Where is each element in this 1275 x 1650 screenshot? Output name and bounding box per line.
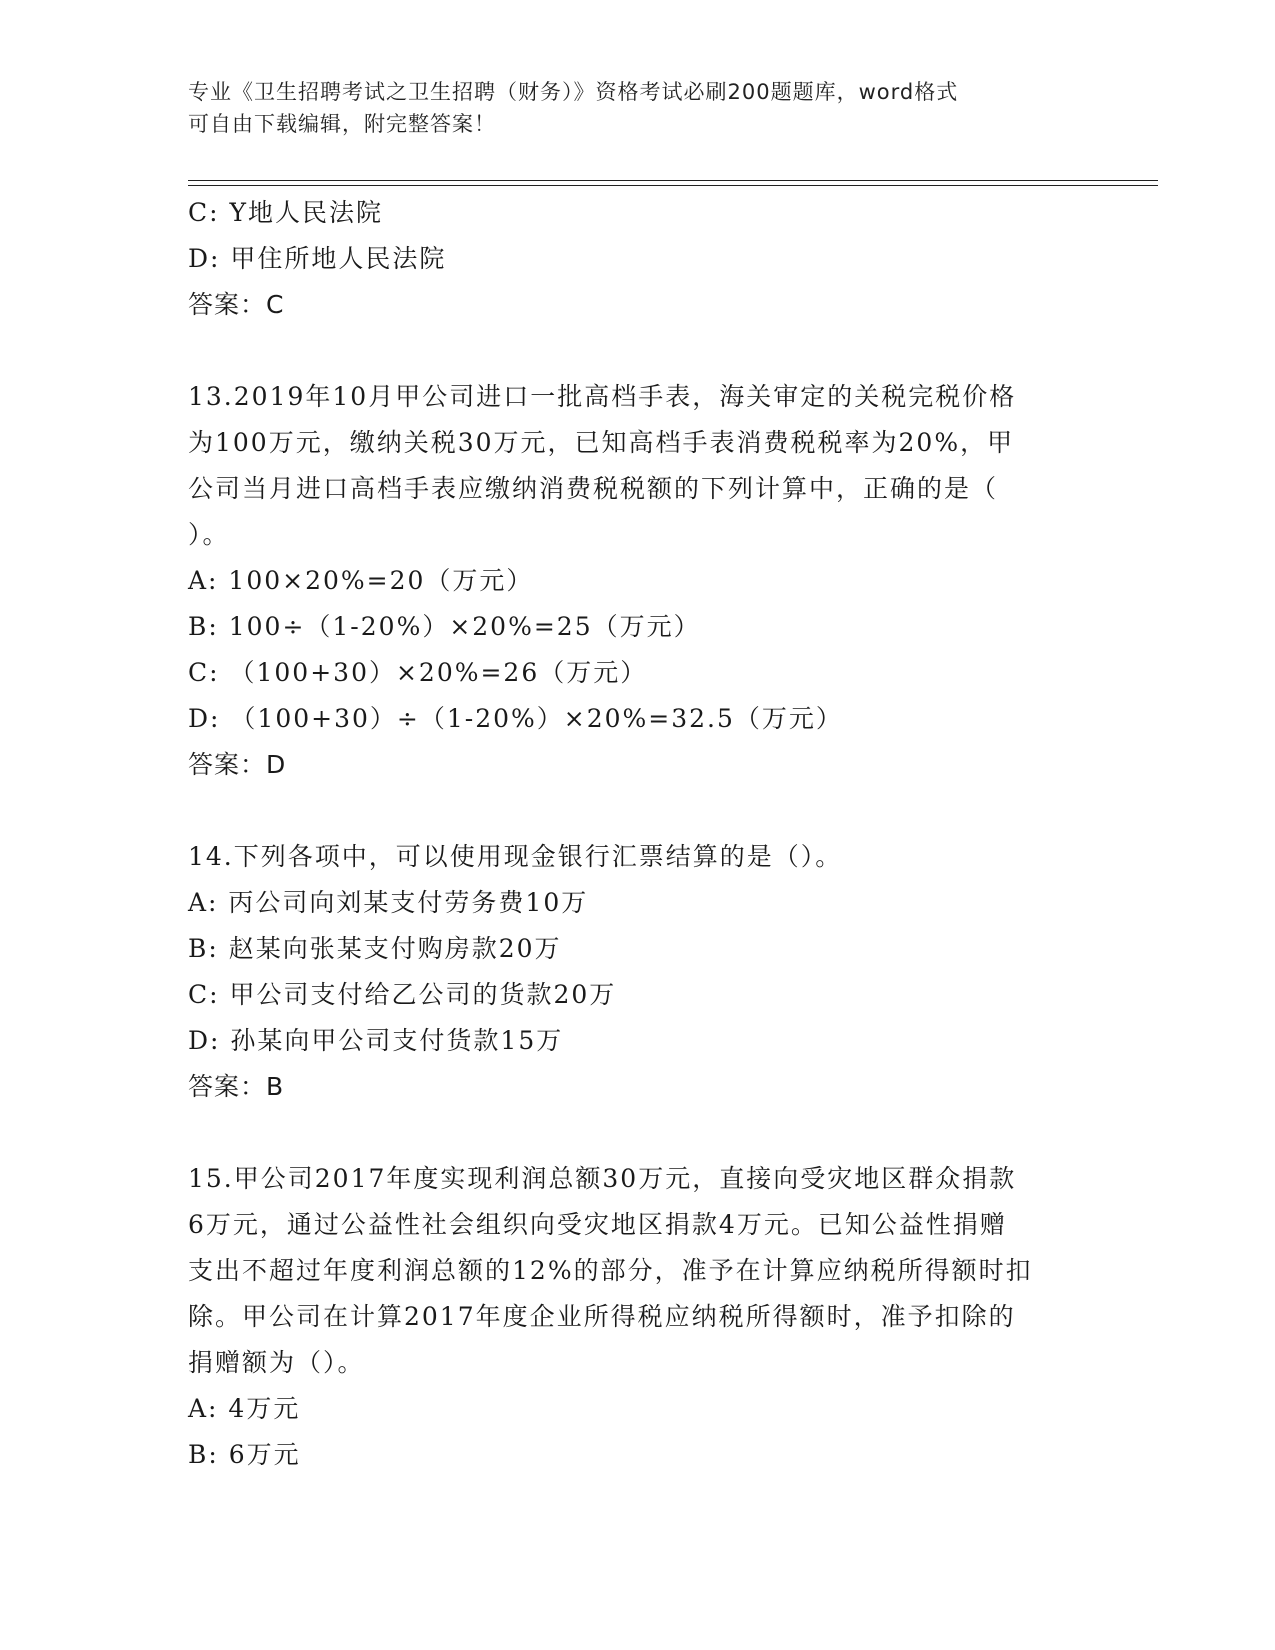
q12-answer: 答案：C (188, 290, 285, 319)
question-13 (188, 374, 1088, 788)
q14-option-d: D: 孙某向甲公司支付货款15万 (188, 1026, 564, 1055)
q15-option-a: A: 4万元 (188, 1394, 301, 1423)
header-divider-bottom (188, 185, 1158, 186)
q14-option-c: C: 甲公司支付给乙公司的货款20万 (188, 980, 617, 1009)
q14-stem: 14.下列各项中，可以使用现金银行汇票结算的是（）。 (188, 842, 843, 871)
spacer (188, 328, 1088, 374)
q13-stem-line-1: 13.2019年10月甲公司进口一批高档手表，海关审定的关税完税价格 (188, 382, 1017, 411)
q15-stem-line-5: 捐赠额为（）。 (188, 1348, 365, 1377)
q13-option-c: C: （100+30）×20%=26（万元） (188, 658, 648, 687)
q13-option-b: B: 100÷（1-20%）×20%=25（万元） (188, 612, 701, 641)
q13-stem-line-3: 公司当月进口高档手表应缴纳消费税税额的下列计算中，正确的是（ (188, 474, 999, 503)
q13-option-a: A: 100×20%=20（万元） (188, 566, 534, 595)
q12-option-c: C: Y地人民法院 (188, 198, 384, 227)
header-divider-top (188, 180, 1158, 181)
question-15 (188, 1156, 1088, 1478)
q15-stem-line-1: 15.甲公司2017年度实现利润总额30万元，直接向受灾地区群众捐款 (188, 1164, 1017, 1193)
q13-stem-line-4: ）。 (188, 520, 230, 549)
spacer (188, 788, 1088, 834)
q13-answer: 答案：D (188, 750, 287, 779)
q12-option-d: D: 甲住所地人民法院 (188, 244, 447, 273)
q15-stem-line-4: 除。甲公司在计算2017年度企业所得税应纳税所得额时，准予扣除的 (188, 1302, 1016, 1331)
q14-option-a: A: 丙公司向刘某支付劳务费10万 (188, 888, 589, 917)
document-body (188, 190, 1088, 1478)
q15-option-b: B: 6万元 (188, 1440, 301, 1469)
question-12-tail (188, 190, 1088, 328)
q13-option-d: D: （100+30）÷（1-20%）×20%=32.5（万元） (188, 704, 843, 733)
document-header (188, 76, 1068, 140)
q15-stem-line-2: 6万元，通过公益性社会组织向受灾地区捐款4万元。已知公益性捐赠 (188, 1210, 1007, 1239)
q14-option-b: B: 赵某向张某支付购房款20万 (188, 934, 562, 963)
q14-answer: 答案：B (188, 1072, 285, 1101)
header-line-2: 可自由下载编辑，附完整答案！ (188, 112, 496, 136)
q15-stem-line-3: 支出不超过年度利润总额的12%的部分，准予在计算应纳税所得额时扣 (188, 1256, 1033, 1285)
header-line-1: 专业《卫生招聘考试之卫生招聘（财务）》资格考试必刷200题题库，word格式 (188, 80, 959, 104)
spacer (188, 1110, 1088, 1156)
q13-stem-line-2: 为100万元，缴纳关税30万元，已知高档手表消费税税率为20%，甲 (188, 428, 1015, 457)
question-14 (188, 834, 1088, 1110)
